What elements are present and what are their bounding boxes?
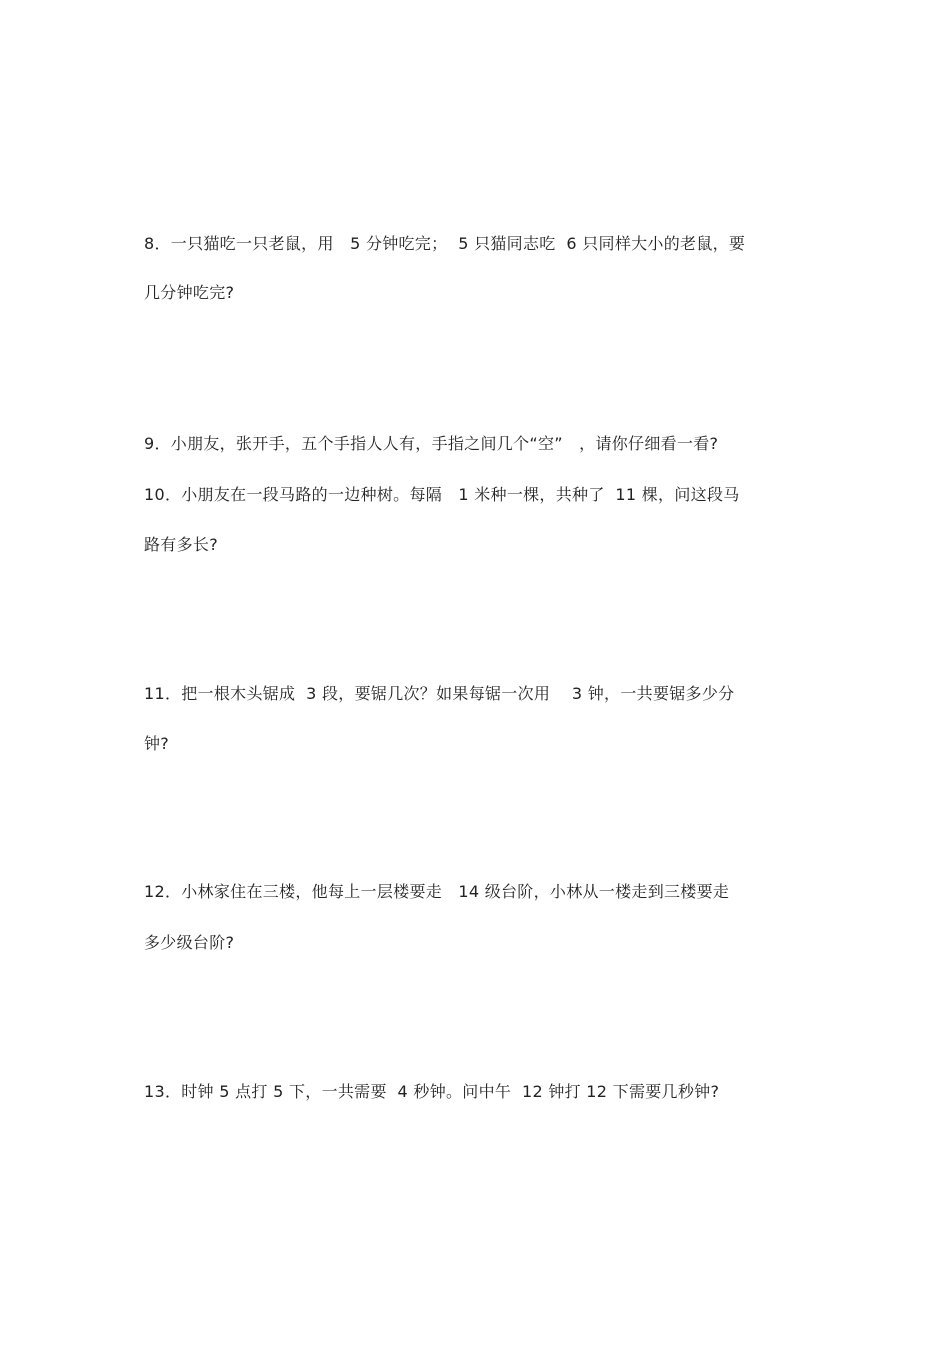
question-8-line-2: 几分钟吃完? (144, 283, 235, 302)
question-13-line-1: 13．时钟 5 点打 5 下，一共需要 4 秒钟。问中午 12 钟打 12 下需要几秒钟? (144, 1082, 720, 1101)
question-11-line-1: 11．把一根木头锯成 3 段，要锯几次？如果每锯一次用 3 钟，一共要锯多少分 (144, 684, 735, 703)
question-12-line-1: 12．小林家住在三楼，他每上一层楼要走 14 级台阶，小林从一楼走到三楼要走 (144, 882, 730, 901)
question-8-line-1: 8．一只猫吃一只老鼠，用 5 分钟吃完； 5 只猫同志吃 6 只同样大小的老鼠，要 (144, 234, 746, 253)
question-12-line-2: 多少级台阶? (144, 933, 235, 952)
question-10-line-2: 路有多长? (144, 535, 218, 554)
question-9-line-1: 9．小朋友，张开手，五个手指人人有，手指之间几个“空” ，请你仔细看一看? (144, 434, 719, 453)
question-11-line-2: 钟? (144, 734, 170, 753)
question-10-line-1: 10．小朋友在一段马路的一边种树。每隔 1 米种一棵，共种了 11 棵，问这段马 (144, 485, 740, 504)
